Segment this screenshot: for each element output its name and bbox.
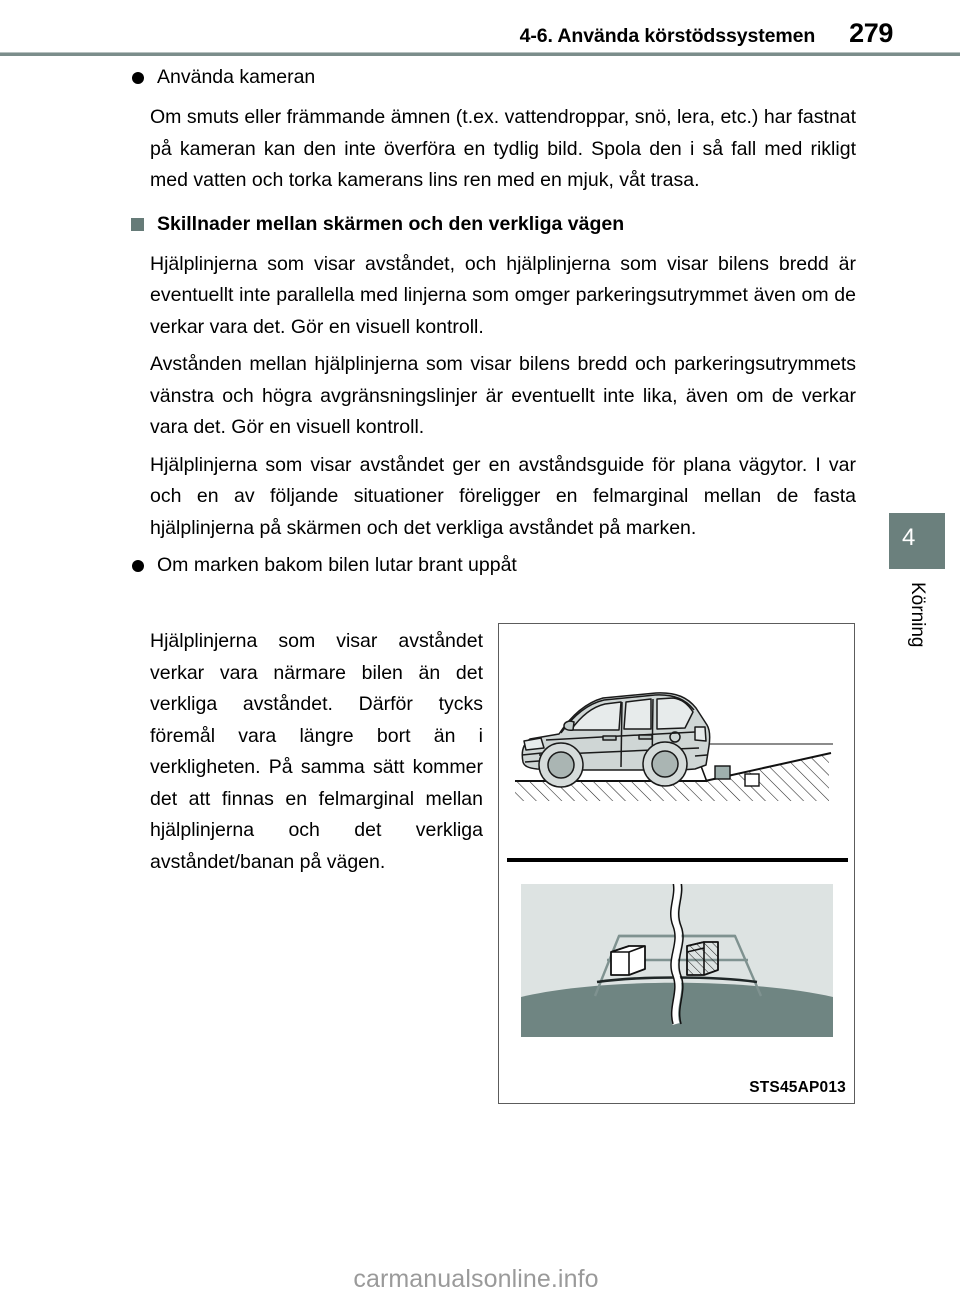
torn-edge-divider xyxy=(671,878,683,1024)
figure-box xyxy=(498,623,855,1104)
lower-area xyxy=(0,623,960,1113)
section-heading-anvanda-kameran xyxy=(126,62,856,92)
hatched-box-object xyxy=(687,942,718,975)
white-box-object xyxy=(611,946,645,975)
section-heading-skillnader xyxy=(126,209,856,239)
figure-car-slope-illustration xyxy=(499,624,854,856)
header-inner xyxy=(520,18,893,49)
side-chapter-label: Körning xyxy=(907,582,928,648)
paragraph: Hjälplinjerna som visar avståndet ger en avståndsguide för plana vägytor. I var och en av följande situationer föreligger en felmarginal mellan de fasta hjälplinjerna på skärmen och det verkliga avståndet på marken. xyxy=(150,453,856,539)
car-slope-svg xyxy=(499,624,854,856)
section-heading-lutar-brant-uppat xyxy=(126,550,856,580)
side-chapter-number: 4 xyxy=(902,524,916,551)
paragraph: Avstånden mellan hjälplinjerna som visar bilens bredd och parkeringsutrymmets vänstra och högra avgränsningslinjer är eventuellt inte lika, även om de verkar vara det. Gör en visuell kontroll. xyxy=(150,353,856,438)
paragraph: Hjälplinjerna som visar avståndet verkar vara närmare bilen än det verkliga avståndet. Därför tycks föremål vara längre bort än i verkligheten. På samma sätt kommer det att finnas en felmarginal mellan hjälplinjerna och det verkliga avståndet/banan på vägen. xyxy=(150,630,483,873)
round-bullet-icon xyxy=(132,560,144,572)
page-header xyxy=(0,0,960,52)
section-heading-label: Använda kameran xyxy=(157,66,316,88)
white-object xyxy=(745,774,759,786)
round-bullet-icon xyxy=(132,72,144,84)
page-content xyxy=(0,62,960,580)
car-illustration xyxy=(522,693,710,787)
figure-code: STS45AP013 xyxy=(749,1079,846,1096)
grey-object xyxy=(715,766,730,779)
watermark: carmanualsonline.info xyxy=(353,1265,599,1293)
figure-camera-view-illustration xyxy=(499,874,854,1054)
square-bullet-icon xyxy=(131,218,144,231)
chapter-title: 4-6. Använda körstödssystemen xyxy=(519,25,816,47)
side-chapter-tab xyxy=(889,513,945,569)
paragraph: Om smuts eller främmande ämnen (t.ex. vattendroppar, snö, lera, etc.) har fastnat på kameran kan den inte överföra en tydlig bild. Spola den i så fall med rikligt med vatten och torka kamerans lins ren med en mjuk, våt trasa. xyxy=(150,106,856,191)
section-heading-label: Om marken bakom bilen lutar brant uppåt xyxy=(157,554,517,576)
section-heading-label: Skillnader mellan skärmen och den verkliga vägen xyxy=(157,212,625,235)
figure-divider xyxy=(507,858,848,862)
paragraph: Hjälplinjerna som visar avståndet, och hjälplinjerna som visar bilens bredd är eventuellt inte parallella med linjerna som omger parkeringsutrymmet även om de verkar vara det. Gör en visuell kontroll. xyxy=(150,252,856,338)
camera-view-svg xyxy=(499,874,854,1054)
page-number: 279 xyxy=(849,18,893,48)
header-rule xyxy=(0,52,960,56)
